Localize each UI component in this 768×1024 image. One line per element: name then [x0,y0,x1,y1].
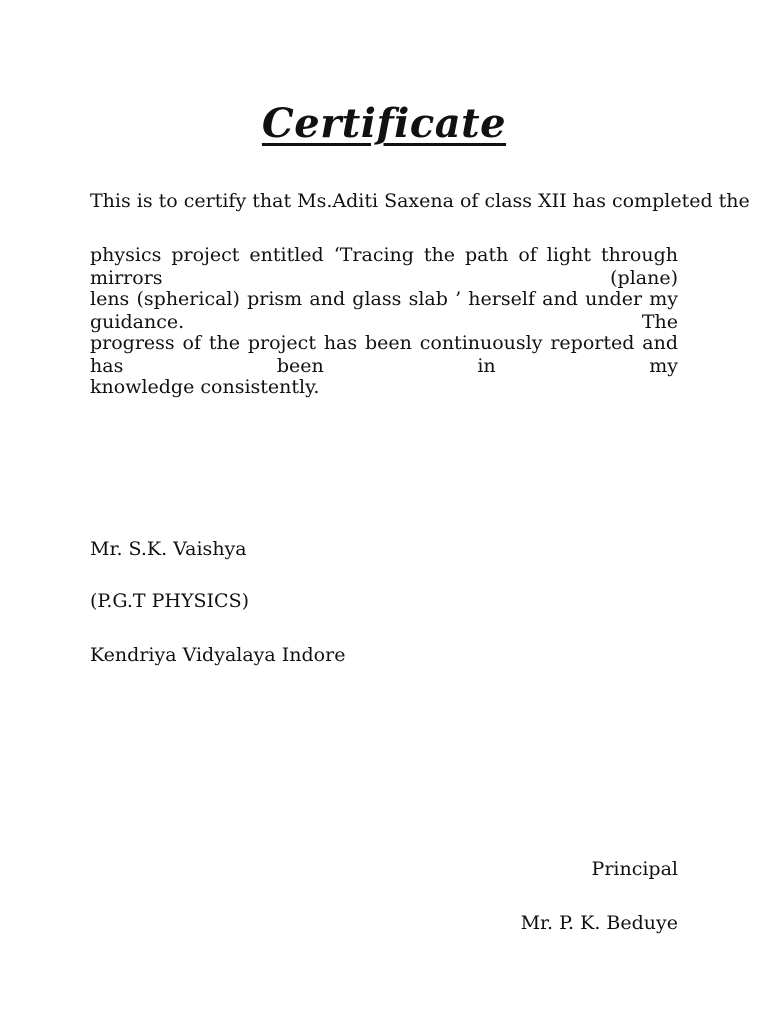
principal-name: Mr. P. K. Beduye [520,912,678,934]
body-line-2: physics project entitled ‘Tracing the path of light through mirrors (plane) [90,244,678,289]
body-line-4: progress of the project has been continuously reported and has been in my [90,332,678,377]
body-line-1: This is to certify that Ms.Aditi Saxena of class XII has completed the [90,190,750,212]
body-line-5: knowledge consistently. [90,376,320,398]
teacher-name: Mr. S.K. Vaishya [90,538,247,560]
school-name: Kendriya Vidyalaya Indore [90,644,346,666]
body-line-3: lens (spherical) prism and glass slab ’ herself and under my guidance. The [90,288,678,333]
certificate-title: Certificate [261,100,507,147]
teacher-designation: (P.G.T PHYSICS) [90,590,250,612]
principal-title: Principal [591,858,678,880]
